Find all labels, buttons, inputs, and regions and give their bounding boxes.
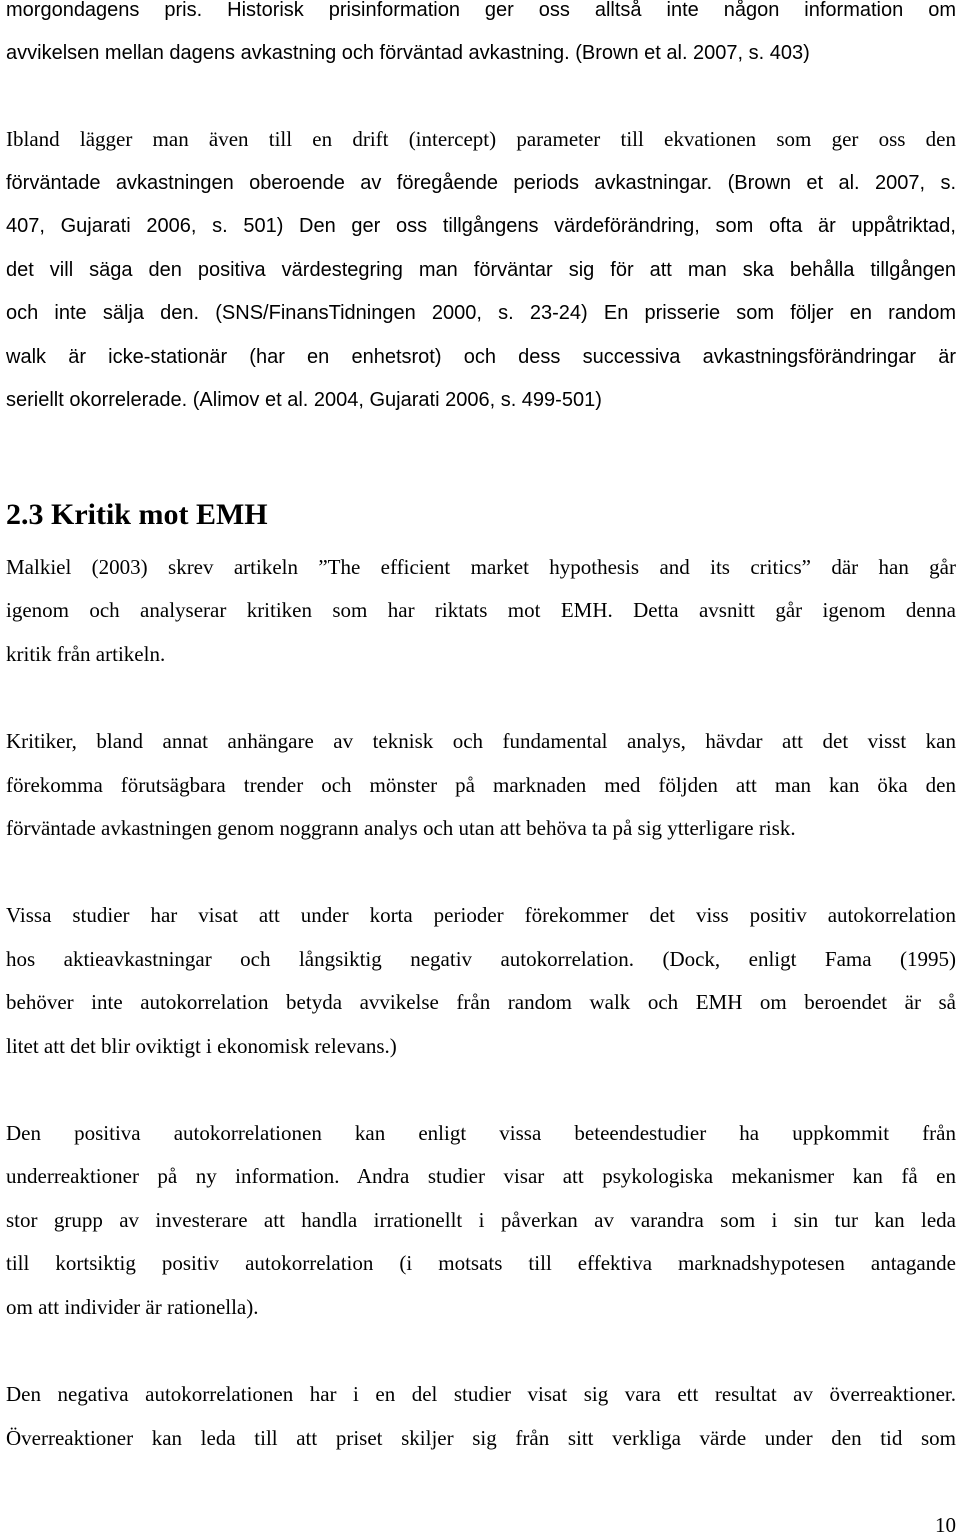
text-line: stor grupp av investerare att handla irrationellt i påverkan av varandra som i sin tur kan leda <box>6 1208 956 1232</box>
section-heading: 2.3 Kritik mot EMH <box>6 498 268 531</box>
text-line: walk är icke-stationär (har en enhetsrot) och dess successiva avkastningsförändringar är <box>6 346 956 368</box>
text-line: Överreaktioner kan leda till att priset skiljer sig från sitt verkliga värde under den tid som <box>6 1426 956 1450</box>
text-line: Den positiva autokorrelationen kan enligt vissa beteendestudier ha uppkommit från <box>6 1121 956 1145</box>
text-line: hos aktieavkastningar och långsiktig negativ autokorrelation. (Dock, enligt Fama (1995) <box>6 947 956 971</box>
text-line: morgondagens pris. Historisk prisinformation ger oss alltså inte någon information om <box>6 0 956 21</box>
text-line: det vill säga den positiva värdestegring man förväntar sig för att man ska behålla tillgången <box>6 259 956 281</box>
text-line: Vissa studier har visat att under korta perioder förekommer det viss positiv autokorrelation <box>6 903 956 927</box>
text-line: och inte sälja den. (SNS/FinansTidningen 2000, s. 23-24) En prisserie som följer en random <box>6 302 956 324</box>
text-line: Den negativa autokorrelationen har i en del studier visat sig vara ett resultat av överreaktioner. <box>6 1382 956 1406</box>
text-line: underreaktioner på ny information. Andra studier visar att psykologiska mekanismer kan få en <box>6 1164 956 1188</box>
text-line: förväntade avkastningen genom noggrann analys och utan att behöva ta på sig ytterligare risk. <box>6 816 796 840</box>
text-line: seriellt okorrelerade. (Alimov et al. 2004, Gujarati 2006, s. 499-501) <box>6 389 602 411</box>
text-line: Malkiel (2003) skrev artikeln ”The efficient market hypothesis and its critics” där han går <box>6 555 956 579</box>
text-line: Ibland lägger man även till en drift (intercept) parameter till ekvationen som ger oss den <box>6 127 956 151</box>
text-line: förväntade avkastningen oberoende av föregående periods avkastningar. (Brown et al. 2007, s. <box>6 172 956 194</box>
text-line: litet att det blir oviktigt i ekonomisk relevans.) <box>6 1034 397 1058</box>
page-number: 10 <box>935 1513 956 1537</box>
text-line: om att individer är rationella). <box>6 1295 259 1319</box>
text-line: avvikelsen mellan dagens avkastning och förväntad avkastning. (Brown et al. 2007, s. 403) <box>6 42 810 64</box>
text-line: 407, Gujarati 2006, s. 501) Den ger oss tillgångens värdeförändring, som ofta är uppåtriktad, <box>6 215 956 237</box>
text-line: kritik från artikeln. <box>6 642 166 666</box>
text-line: förekomma förutsägbara trender och mönster på marknaden med följden att man kan öka den <box>6 773 956 797</box>
text-line: igenom och analyserar kritiken som har riktats mot EMH. Detta avsnitt går igenom denna <box>6 598 956 622</box>
text-line: behöver inte autokorrelation betyda avvikelse från random walk och EMH om beroendet är så <box>6 990 956 1014</box>
text-line: till kortsiktig positiv autokorrelation (i motsats till effektiva marknadshypotesen antagande <box>6 1251 956 1275</box>
text-line: Kritiker, bland annat anhängare av teknisk och fundamental analys, hävdar att det visst kan <box>6 729 956 753</box>
